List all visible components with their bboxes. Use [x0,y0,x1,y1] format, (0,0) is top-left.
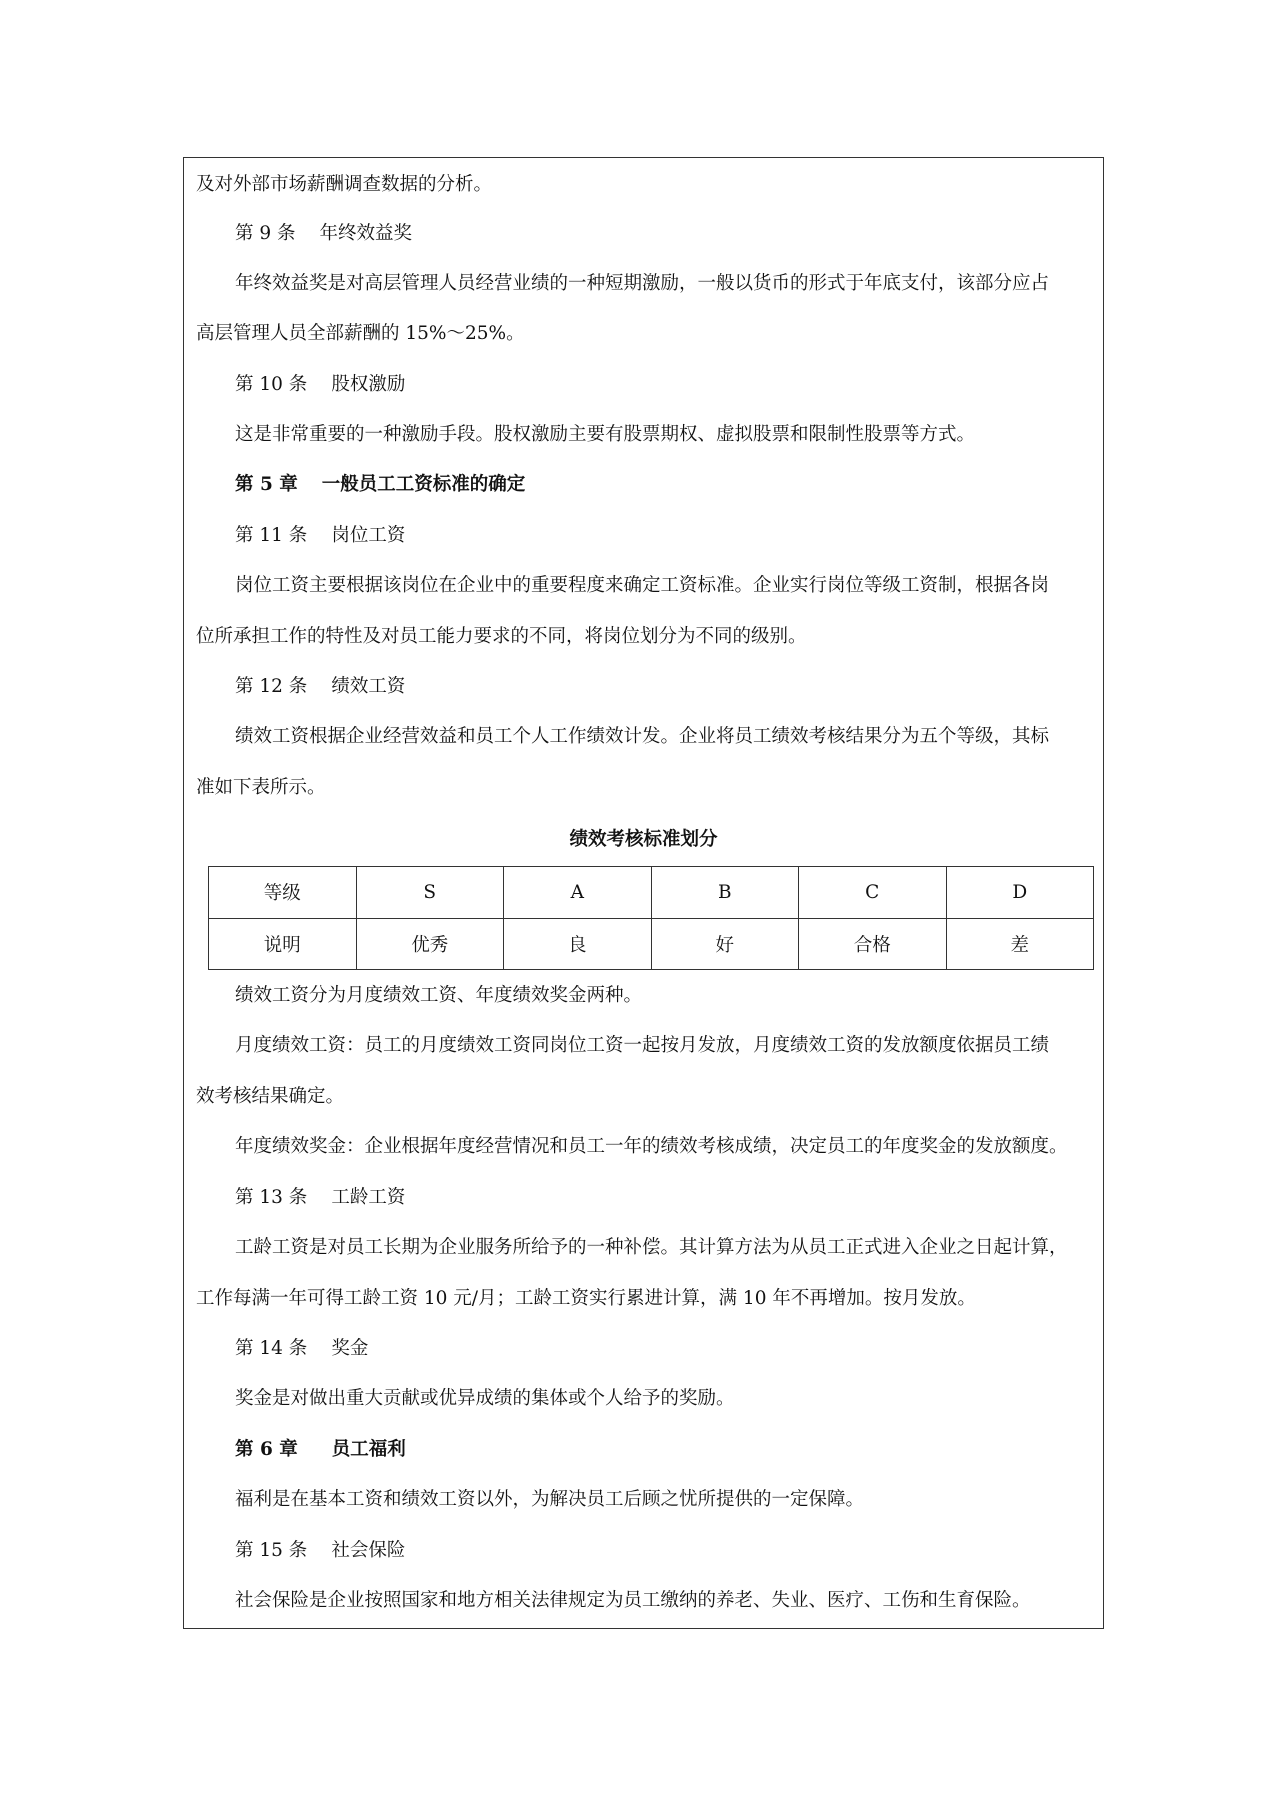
paragraph-line: 及对外部市场薪酬调查数据的分析。 [196,174,493,195]
paragraph-line: 绩效工资分为月度绩效工资、年度绩效奖金两种。 [235,985,643,1006]
paragraph-line: 奖金是对做出重大贡献或优异成绩的集体或个人给予的奖励。 [235,1388,735,1409]
table-row-description [209,918,1094,970]
table-cell: 等级 [209,867,357,919]
paragraph-line: 位所承担工作的特性及对员工能力要求的不同，将岗位划分为不同的级别。 [196,626,807,647]
grade-table [208,866,1094,970]
article-title: 工龄工资 [331,1187,406,1208]
table-cell: 合格 [799,918,947,970]
chapter-title: 一般员工工资标准的确定 [321,474,526,495]
paragraph-line: 工龄工资是对员工长期为企业服务所给予的一种补偿。其计算方法为从员工正式进入企业之日起计算， [235,1237,1068,1258]
paragraph-line: 月度绩效工资：员工的月度绩效工资同岗位工资一起按月发放，月度绩效工资的发放额度依据员工绩 [235,1035,1050,1056]
article-heading-12 [235,675,405,699]
paragraph-line: 社会保险是企业按照国家和地方相关法律规定为员工缴纳的养老、失业、医疗、工伤和生育保险。 [235,1590,1031,1611]
chapter-number: 第 5 章 [235,474,298,495]
article-title: 股权激励 [331,374,406,395]
chapter-heading-6 [235,1438,406,1462]
article-title: 绩效工资 [331,676,406,697]
table-title: 绩效考核标准划分 [569,829,718,850]
table-cell: D [946,867,1094,919]
table-cell: 说明 [209,918,357,970]
paragraph-line: 这是非常重要的一种激励手段。股权激励主要有股票期权、虚拟股票和限制性股票等方式。 [235,424,976,445]
article-heading-13 [235,1186,405,1210]
table-cell: 好 [651,918,799,970]
article-heading-10 [235,373,405,397]
table-cell: C [799,867,947,919]
article-number: 第 11 条 [235,525,308,546]
paragraph-line: 绩效工资根据企业经营效益和员工个人工作绩效计发。企业将员工绩效考核结果分为五个等级，其标 [235,726,1050,747]
article-number: 第 13 条 [235,1187,308,1208]
table-row-grade [209,867,1094,919]
article-heading-15 [235,1539,405,1563]
paragraph-line: 效考核结果确定。 [196,1086,345,1107]
article-title: 岗位工资 [331,525,406,546]
table-cell: 良 [504,918,652,970]
paragraph-line: 高层管理人员全部薪酬的 15%～25%。 [196,323,525,344]
article-title: 奖金 [331,1338,369,1359]
table-cell: S [356,867,504,919]
chapter-heading-5 [235,473,525,497]
paragraph-line: 岗位工资主要根据该岗位在企业中的重要程度来确定工资标准。企业实行岗位等级工资制，根据各岗 [235,575,1050,596]
table-cell: 优秀 [356,918,504,970]
paragraph-line: 年终效益奖是对高层管理人员经营业绩的一种短期激励，一般以货币的形式于年底支付，该部分应占 [235,273,1050,294]
article-title: 年终效益奖 [319,223,413,244]
article-heading-9 [235,222,412,246]
table-cell: B [651,867,799,919]
article-number: 第 15 条 [235,1540,308,1561]
chapter-number: 第 6 章 [235,1439,298,1460]
table-cell: 差 [946,918,1094,970]
paragraph-line: 福利是在基本工资和绩效工资以外，为解决员工后顾之忧所提供的一定保障。 [235,1489,865,1510]
article-number: 第 9 条 [235,223,296,244]
table-cell: A [504,867,652,919]
article-title: 社会保险 [331,1540,406,1561]
paragraph-line: 准如下表所示。 [196,777,326,798]
article-heading-14 [235,1337,368,1361]
chapter-title: 员工福利 [331,1439,406,1460]
article-heading-11 [235,524,405,548]
paragraph-line: 工作每满一年可得工龄工资 10 元/月；工龄工资实行累进计算，满 10 年不再增加。按月发放。 [196,1288,976,1309]
article-number: 第 14 条 [235,1338,308,1359]
paragraph-line: 年度绩效奖金：企业根据年度经营情况和员工一年的绩效考核成绩，决定员工的年度奖金的发放额度。 [235,1136,1068,1157]
article-number: 第 12 条 [235,676,308,697]
article-number: 第 10 条 [235,374,308,395]
